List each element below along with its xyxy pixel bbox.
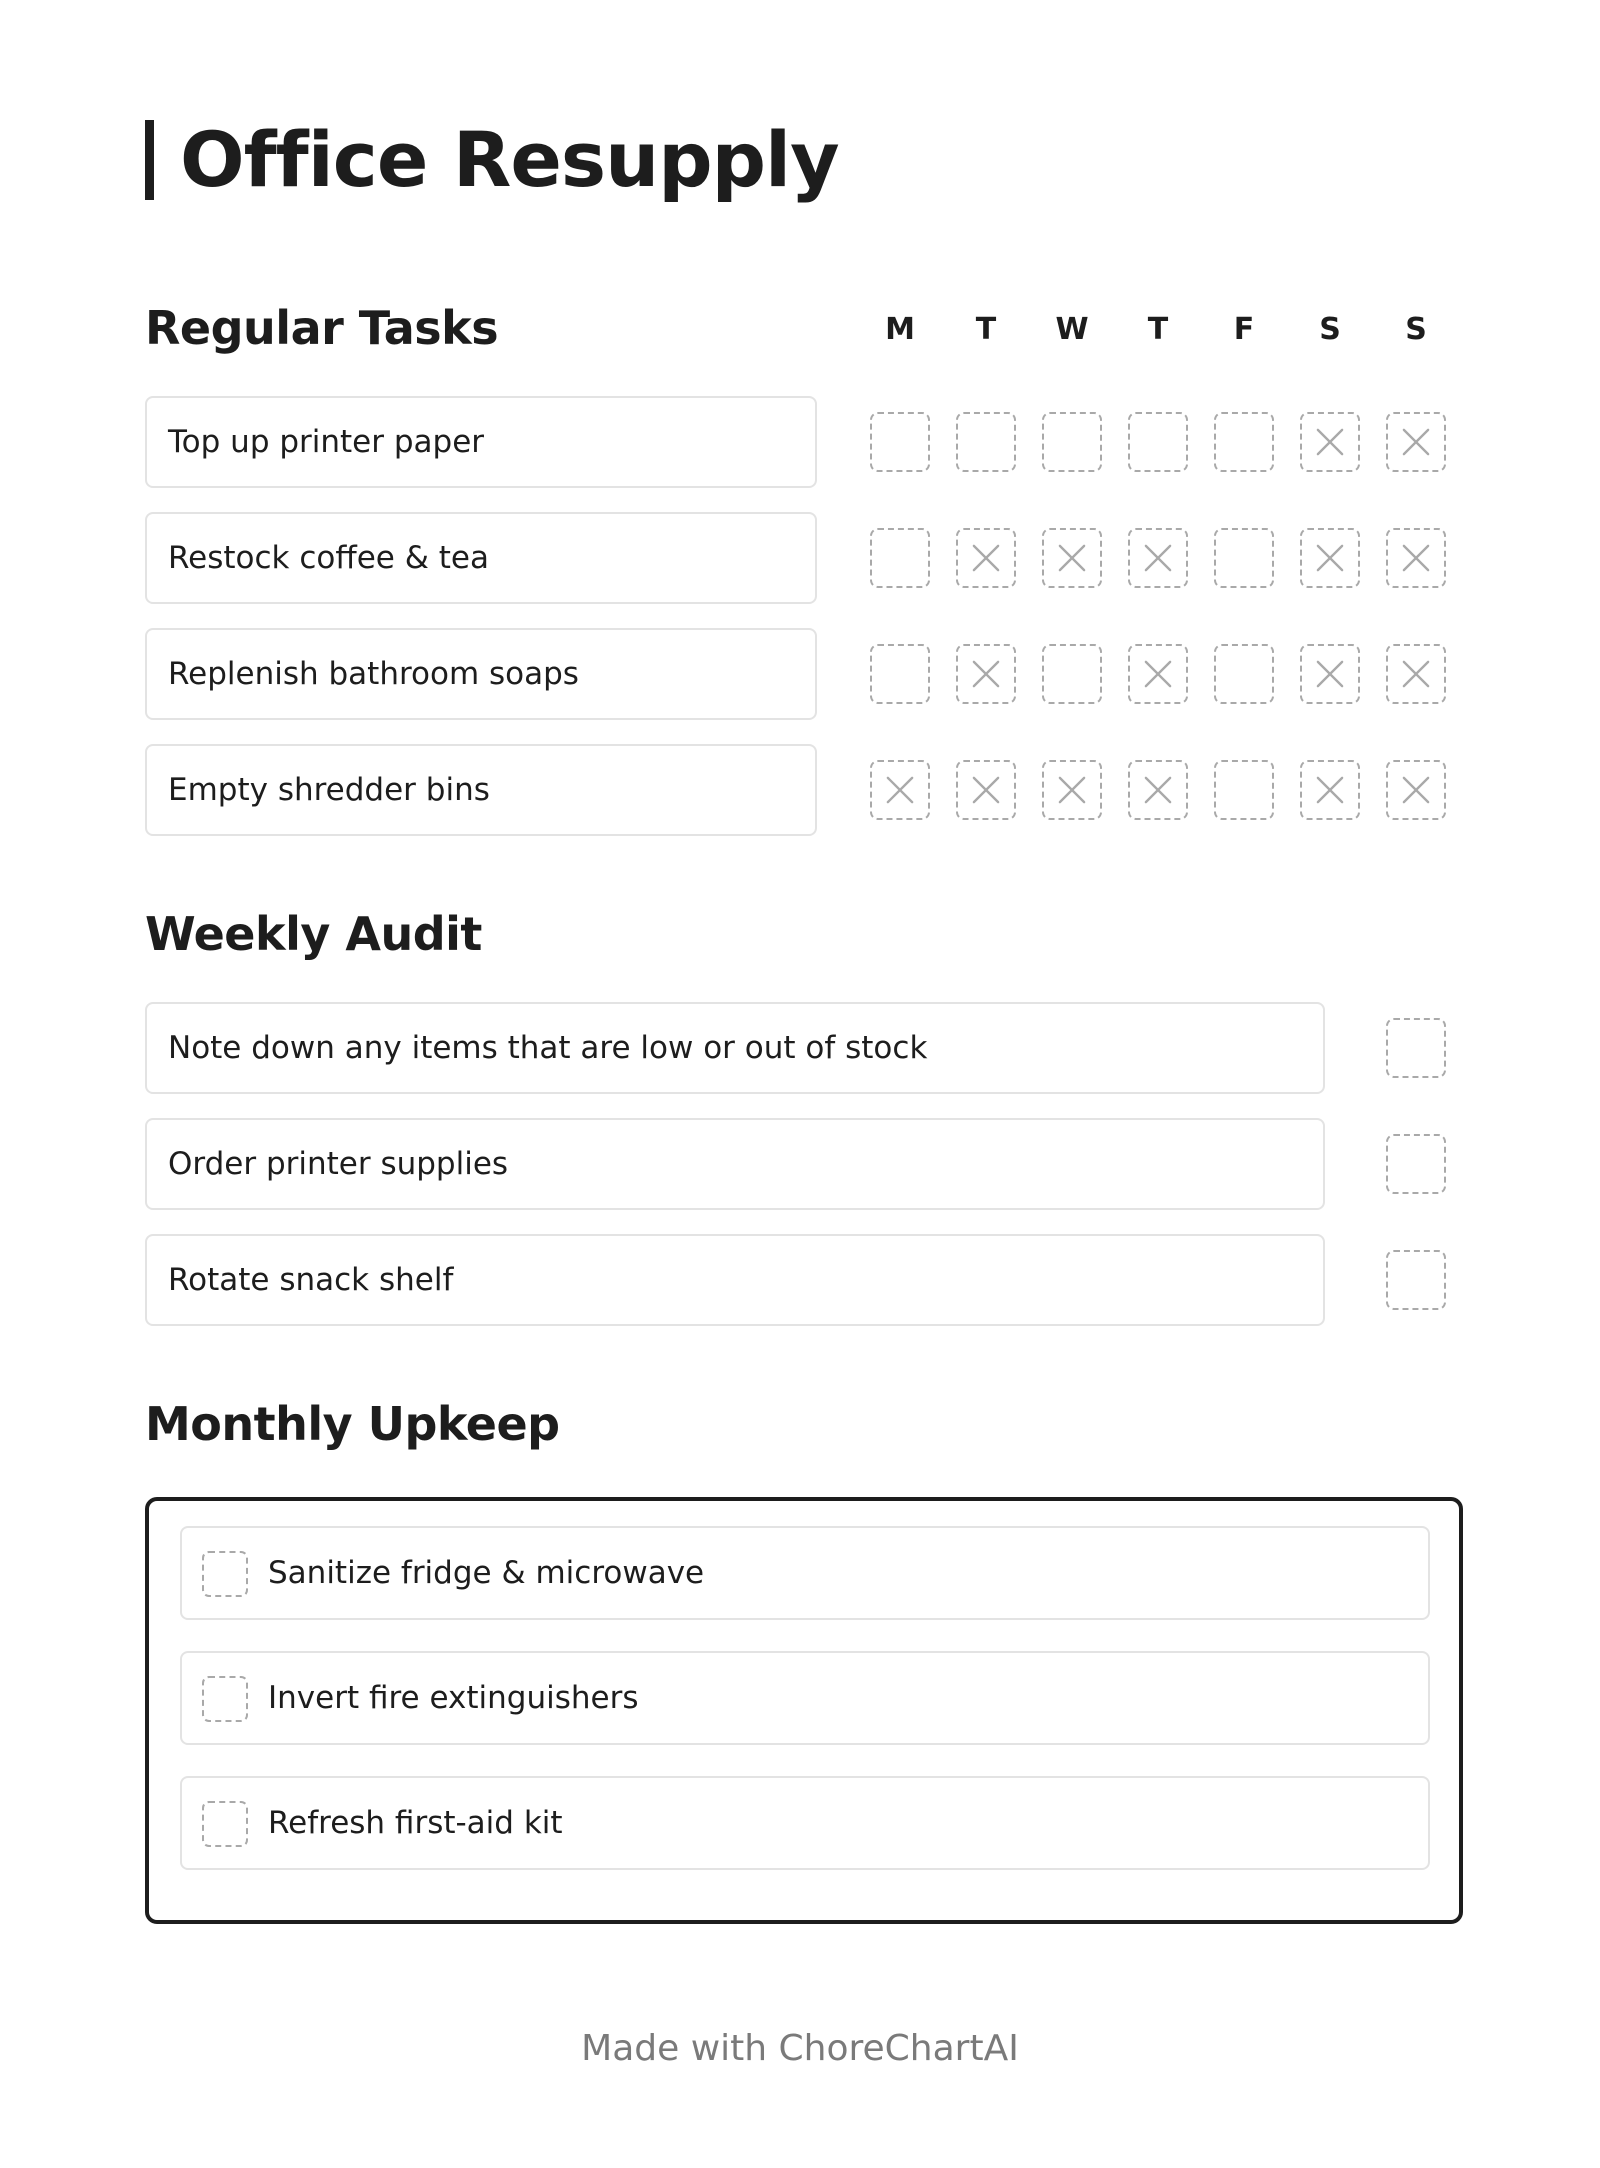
x-mark-icon xyxy=(1044,762,1100,818)
day-header-tue: T xyxy=(975,312,997,347)
day-checkbox[interactable] xyxy=(1042,412,1102,472)
monthly-checkbox[interactable] xyxy=(202,1801,248,1847)
weekly-audit-heading: Weekly Audit xyxy=(145,907,482,961)
x-mark-icon xyxy=(1130,762,1186,818)
day-checkbox[interactable] xyxy=(956,412,1016,472)
x-mark-icon xyxy=(1130,646,1186,702)
day-header-sun: S xyxy=(1405,312,1427,347)
weekly-task-row xyxy=(145,1234,1325,1326)
task-label: Order printer supplies xyxy=(168,1146,509,1182)
day-checkbox[interactable] xyxy=(870,760,930,820)
day-checkbox[interactable] xyxy=(870,412,930,472)
x-mark-icon xyxy=(1388,646,1444,702)
x-mark-icon xyxy=(1130,530,1186,586)
x-mark-icon xyxy=(1302,414,1358,470)
day-checkbox[interactable] xyxy=(1300,760,1360,820)
regular-task-row xyxy=(145,628,817,720)
task-label: Invert fire extinguishers xyxy=(268,1680,639,1716)
day-header-thu: T xyxy=(1147,312,1169,347)
weekly-checkbox[interactable] xyxy=(1386,1250,1446,1310)
x-mark-icon xyxy=(1388,530,1444,586)
weekly-task-row xyxy=(145,1118,1325,1210)
day-checkbox[interactable] xyxy=(1214,644,1274,704)
day-checkbox[interactable] xyxy=(1128,760,1188,820)
x-mark-icon xyxy=(1302,646,1358,702)
monthly-upkeep-heading: Monthly Upkeep xyxy=(145,1397,560,1451)
page-header xyxy=(145,115,839,204)
day-checkbox[interactable] xyxy=(1386,760,1446,820)
day-checkbox[interactable] xyxy=(870,644,930,704)
monthly-task-row xyxy=(180,1526,1430,1620)
weekly-checkbox[interactable] xyxy=(1386,1134,1446,1194)
regular-task-row xyxy=(145,396,817,488)
weekly-task-row xyxy=(145,1002,1325,1094)
day-checkbox[interactable] xyxy=(956,760,1016,820)
task-label: Replenish bathroom soaps xyxy=(168,656,579,692)
regular-tasks-heading: Regular Tasks xyxy=(145,301,499,355)
day-checkbox[interactable] xyxy=(1042,760,1102,820)
day-checkbox[interactable] xyxy=(1214,412,1274,472)
day-checkbox[interactable] xyxy=(1128,644,1188,704)
day-checkbox[interactable] xyxy=(956,528,1016,588)
x-mark-icon xyxy=(1302,530,1358,586)
monthly-checkbox[interactable] xyxy=(202,1676,248,1722)
x-mark-icon xyxy=(1388,414,1444,470)
day-checkbox[interactable] xyxy=(1042,644,1102,704)
day-checkbox[interactable] xyxy=(1300,528,1360,588)
day-checkbox[interactable] xyxy=(1214,760,1274,820)
monthly-checkbox[interactable] xyxy=(202,1551,248,1597)
day-checkbox[interactable] xyxy=(1300,644,1360,704)
regular-task-row xyxy=(145,744,817,836)
page-title: Office Resupply xyxy=(180,115,839,204)
day-checkbox[interactable] xyxy=(1128,528,1188,588)
x-mark-icon xyxy=(958,530,1014,586)
day-checkbox[interactable] xyxy=(870,528,930,588)
task-label: Note down any items that are low or out of stock xyxy=(168,1030,928,1066)
x-mark-icon xyxy=(1388,762,1444,818)
day-header-sat: S xyxy=(1319,312,1341,347)
task-label: Sanitize fridge & microwave xyxy=(268,1555,705,1591)
weekly-checkbox[interactable] xyxy=(1386,1018,1446,1078)
day-checkbox[interactable] xyxy=(1214,528,1274,588)
task-label: Top up printer paper xyxy=(168,424,485,460)
task-label: Rotate snack shelf xyxy=(168,1262,454,1298)
x-mark-icon xyxy=(1302,762,1358,818)
day-checkbox[interactable] xyxy=(1386,412,1446,472)
day-header-wed: W xyxy=(1055,312,1089,347)
title-accent-bar xyxy=(145,120,154,200)
task-label: Empty shredder bins xyxy=(168,772,490,808)
regular-task-row xyxy=(145,512,817,604)
x-mark-icon xyxy=(872,762,928,818)
day-checkbox[interactable] xyxy=(1300,412,1360,472)
day-header-mon: M xyxy=(885,312,915,347)
footer-credit: Made with ChoreChartAI xyxy=(581,2028,1019,2069)
day-checkbox[interactable] xyxy=(1386,644,1446,704)
day-checkbox[interactable] xyxy=(1128,412,1188,472)
day-checkbox[interactable] xyxy=(956,644,1016,704)
monthly-task-row xyxy=(180,1776,1430,1870)
x-mark-icon xyxy=(1044,530,1100,586)
x-mark-icon xyxy=(958,762,1014,818)
day-header-fri: F xyxy=(1233,312,1255,347)
monthly-upkeep-panel xyxy=(145,1497,1463,1924)
task-label: Restock coffee & tea xyxy=(168,540,489,576)
day-checkbox[interactable] xyxy=(1386,528,1446,588)
day-checkbox[interactable] xyxy=(1042,528,1102,588)
monthly-task-row xyxy=(180,1651,1430,1745)
task-label: Refresh first-aid kit xyxy=(268,1805,563,1841)
x-mark-icon xyxy=(958,646,1014,702)
